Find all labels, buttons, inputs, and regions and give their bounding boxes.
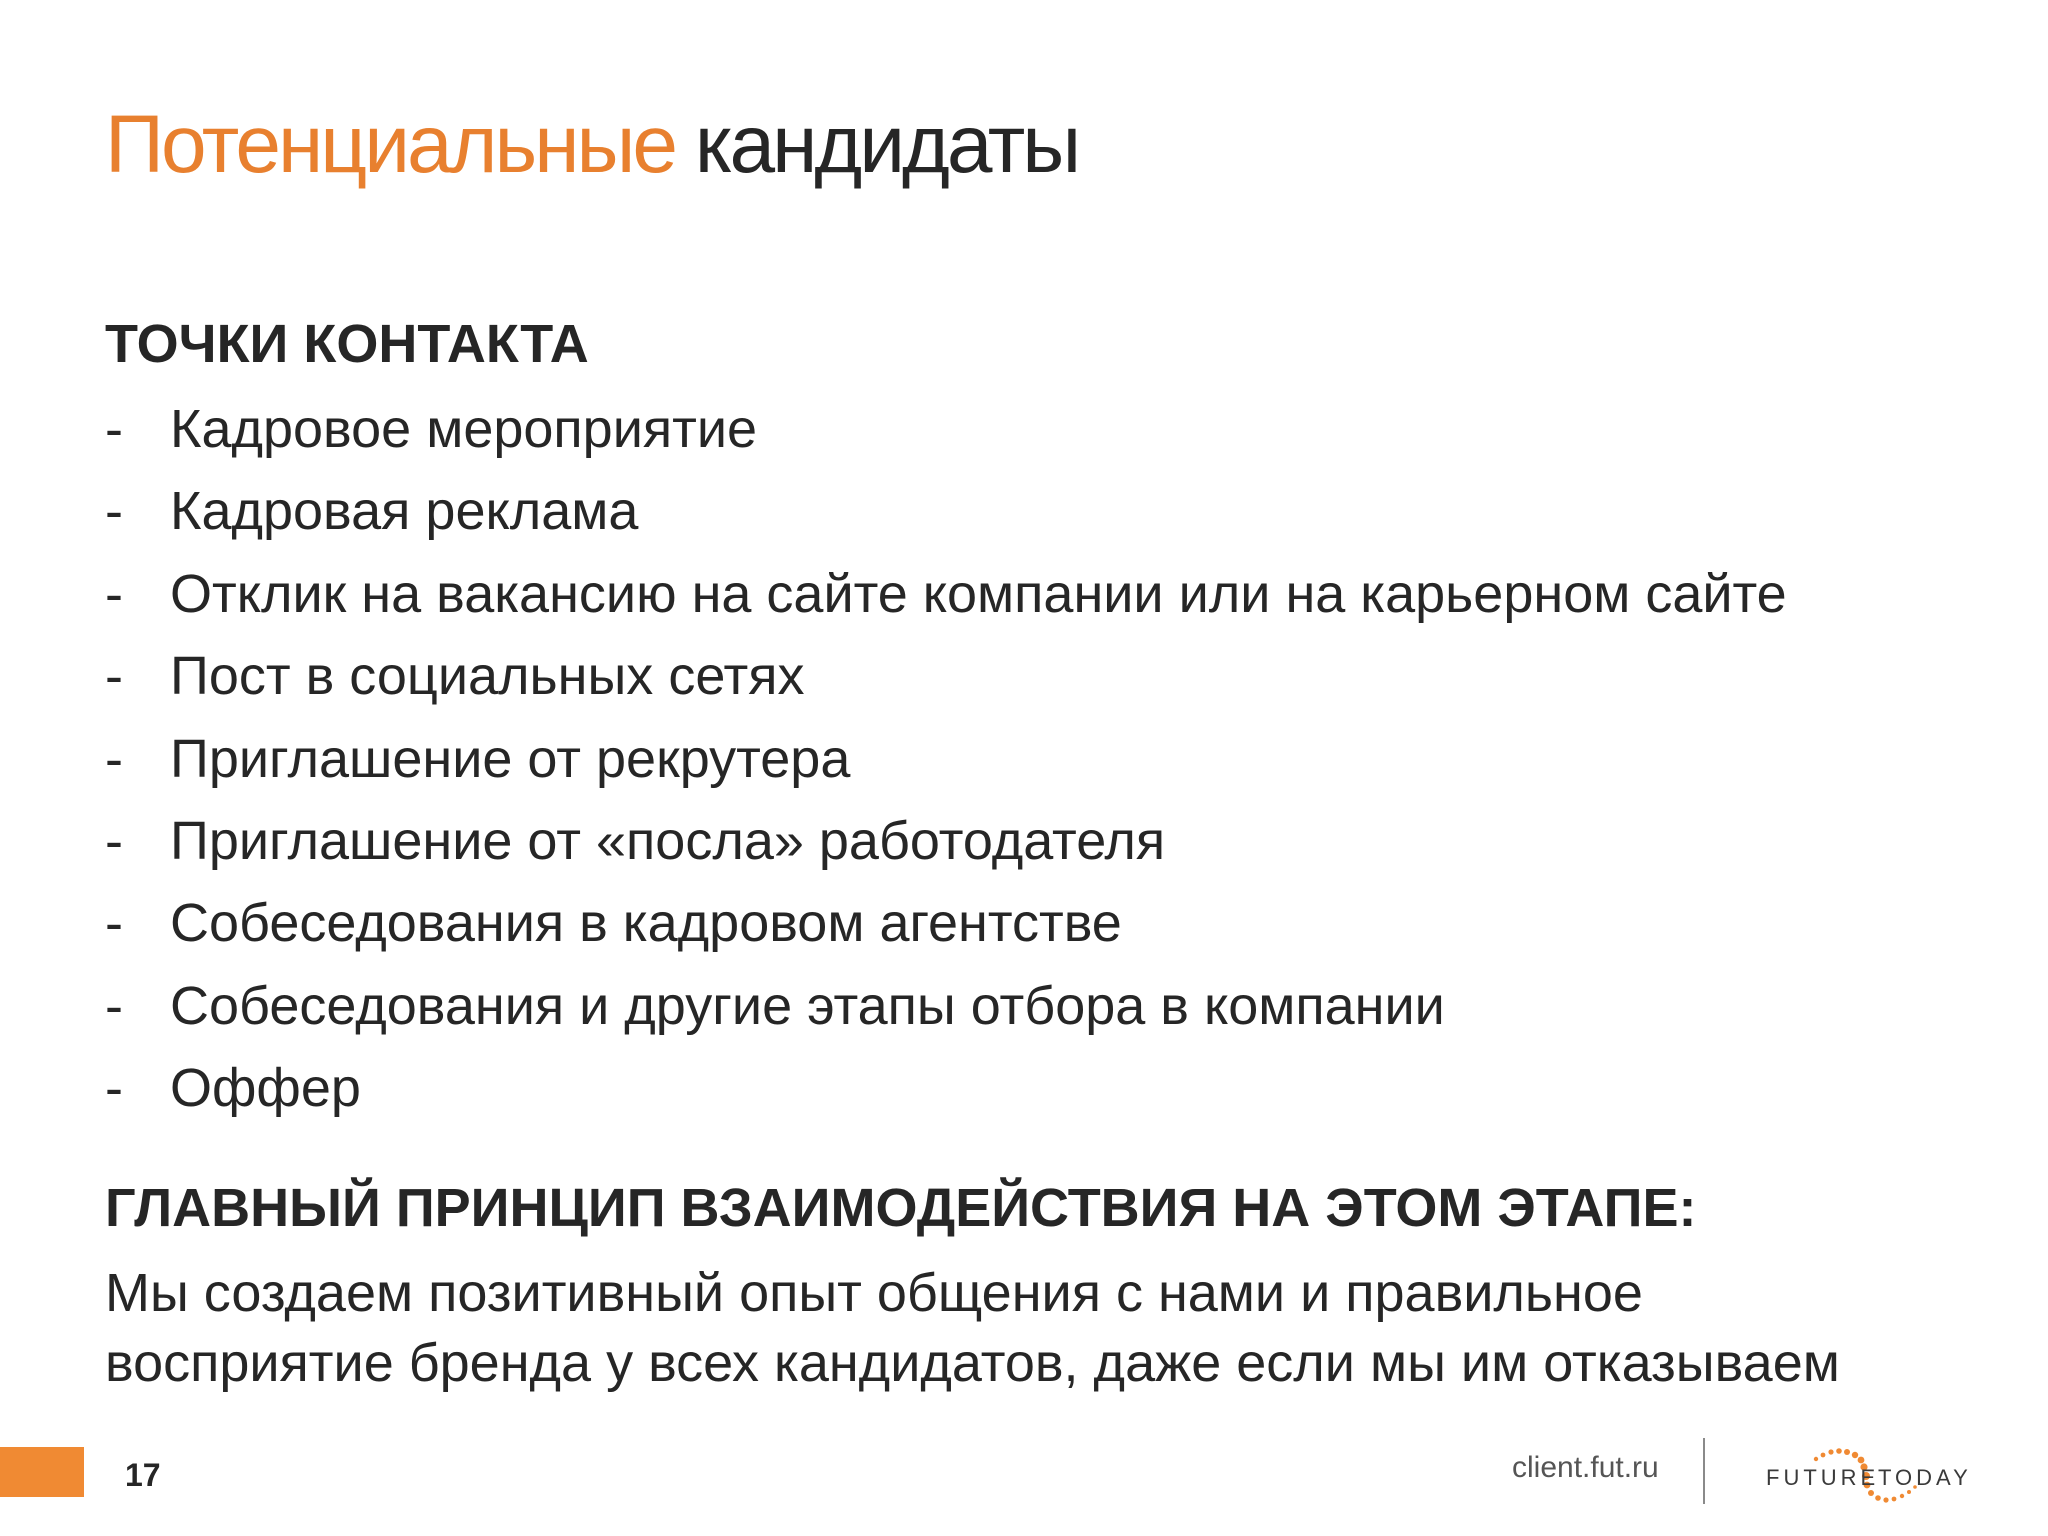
bullet-dash: -	[105, 728, 123, 789]
list-item-text: Приглашение от рекрутера	[170, 728, 851, 789]
bullet-dash: -	[105, 399, 123, 459]
list-item	[105, 635, 1787, 717]
logo-word-today: TODAY	[1878, 1465, 1972, 1490]
list-item	[105, 882, 1787, 964]
bullet-dash: -	[105, 481, 123, 542]
list-item	[105, 965, 1787, 1047]
principle-line: восприятие бренда у всех кандидатов, даже если мы им отказываем	[105, 1333, 1840, 1393]
list-item-text: Пост в социальных сетях	[170, 646, 805, 707]
bullet-dash: -	[105, 646, 123, 707]
page-number: 17	[125, 1457, 161, 1493]
footer-url: client.fut.ru	[1512, 1451, 1659, 1484]
principle-line: Мы создаем позитивный опыт общения с нами и правильное	[105, 1263, 1643, 1323]
slide-title-rest: кандидаты	[694, 99, 1079, 190]
list-item	[105, 1047, 1787, 1129]
contact-points-heading: ТОЧКИ КОНТАКТА	[105, 314, 589, 374]
principle-text	[105, 1258, 1985, 1398]
list-item-text: Приглашение от «посла» работодателя	[170, 810, 1166, 871]
bullet-dash: -	[105, 975, 123, 1036]
principle-heading: ГЛАВНЫЙ ПРИНЦИП ВЗАИМОДЕЙСТВИЯ НА ЭТОМ ЭТАПЕ:	[105, 1178, 1697, 1238]
list-item-text: Оффер	[170, 1058, 361, 1119]
bullet-dash: -	[105, 563, 123, 624]
list-item-text: Отклик на вакансию на сайте компании или на карьерном сайте	[170, 563, 1787, 624]
bullet-dash: -	[105, 893, 123, 954]
list-item-text: Кадровая реклама	[170, 481, 639, 542]
logo-word-future: FUTURE	[1766, 1465, 1880, 1490]
bullet-dash: -	[105, 810, 123, 871]
slide-title-accent: Потенциальные	[105, 99, 676, 190]
bullet-dash: -	[105, 1058, 123, 1119]
list-item	[105, 718, 1787, 800]
list-item	[105, 388, 1787, 470]
contact-points-list	[105, 388, 1787, 1130]
list-item	[105, 553, 1787, 635]
list-item-text: Собеседования в кадровом агентстве	[170, 893, 1122, 954]
future-today-logo	[1760, 1440, 1980, 1510]
list-item	[105, 800, 1787, 882]
logo-icon	[1760, 1440, 1980, 1510]
footer-divider	[1703, 1438, 1705, 1504]
list-item-text: Собеседования и другие этапы отбора в компании	[170, 975, 1445, 1036]
list-item-text: Кадровое мероприятие	[170, 399, 758, 459]
slide-title	[105, 95, 1078, 195]
footer-accent-bar	[0, 1447, 84, 1497]
list-item	[105, 470, 1787, 552]
